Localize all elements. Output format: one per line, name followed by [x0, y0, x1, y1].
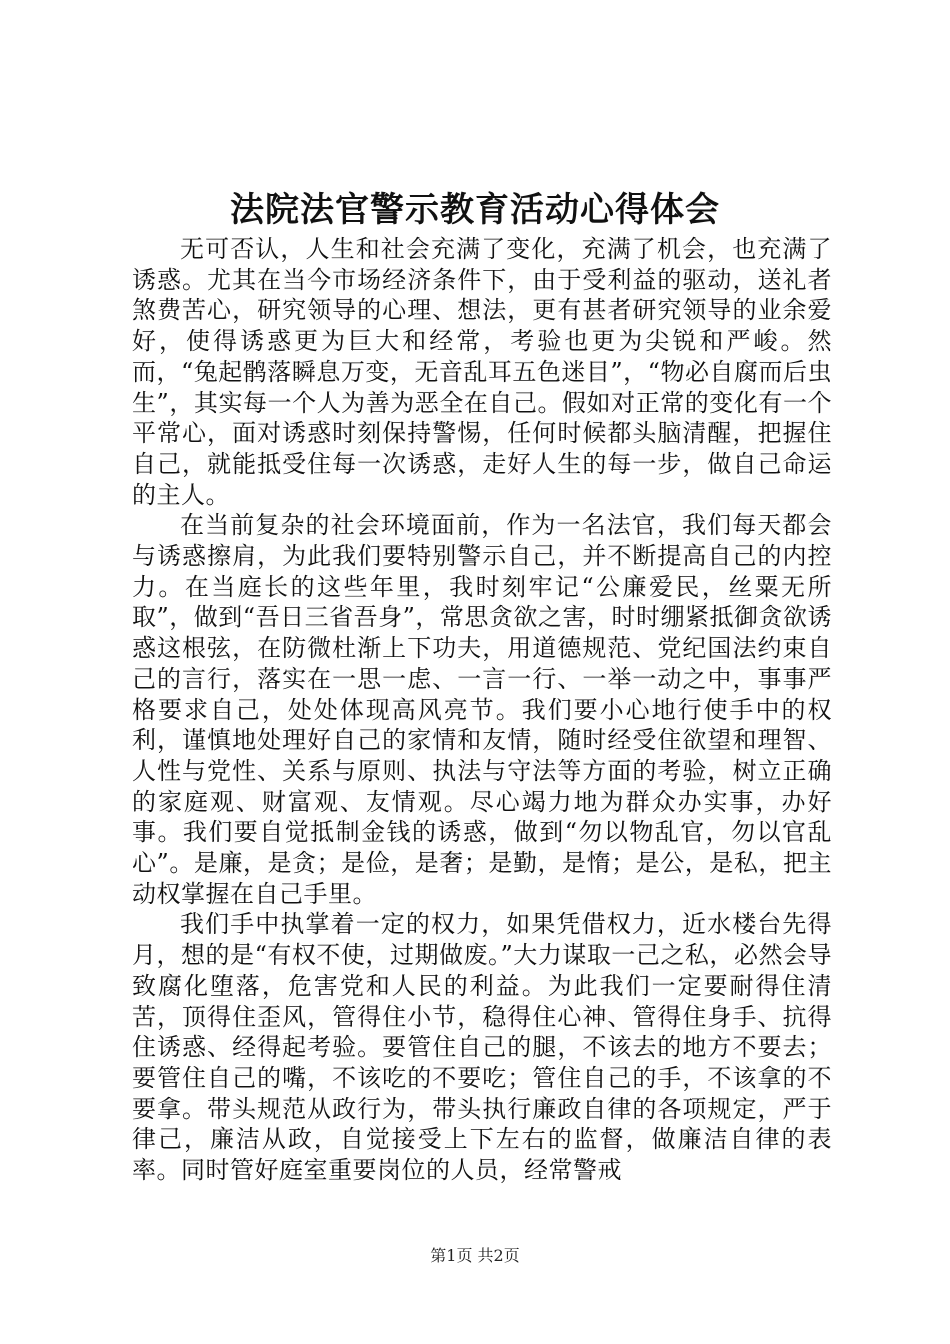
document-body	[132, 234, 832, 1186]
paragraph-2: 在当前复杂的社会环境面前，作为一名法官，我们每天都会与诱惑擦肩，为此我们要特别警示自己，并不断提高自己的内控力。在当庭长的这些年里，我时刻牢记“公廉爱民，丝粟无所取”，做到“吾日三省吾身”，常思贪欲之害，时时绷紧抵御贪欲诱惑这根弦，在防微杜渐上下功夫，用道德规范、党纪国法约束自己的言行，落实在一思一虑、一言一行、一举一动之中，事事严格要求自己，处处体现高风亮节。我们要小心地行使手中的权利，谨慎地处理好自己的家情和友情，随时经受住欲望和理智、人性与党性、关系与原则、执法与守法等方面的考验，树立正确的家庭观、财富观、友情观。尽心竭力地为群众办实事，办好事。我们要自觉抵制金钱的诱惑，做到“勿以物乱官，勿以官乱心”。是廉，是贪；是俭，是奢；是勤，是惰；是公，是私，把主动权掌握在自己手里。	[132, 511, 832, 908]
page-number-footer: 第1页 共2页	[430, 1246, 520, 1265]
document-title: 法院法官警示教育活动心得体会	[230, 190, 720, 230]
paragraph-1: 无可否认，人生和社会充满了变化，充满了机会，也充满了诱惑。尤其在当今市场经济条件下，由于受利益的驱动，送礼者煞费苦心，研究领导的心理、想法，更有甚者研究领导的业余爱好，使得诱惑更为巨大和经常，考验也更为尖锐和严峻。然而，“兔起鹘落瞬息万变，无音乱耳五色迷目”，“物必自腐而后虫生”，其实每一个人为善为恶全在自己。假如对正常的变化有一个平常心，面对诱惑时刻保持警惕，任何时候都头脑清醒，把握住自己，就能抵受住每一次诱惑，走好人生的每一步，做自己命运的主人。	[132, 235, 832, 509]
paragraph-3: 我们手中执掌着一定的权力，如果凭借权力，近水楼台先得月，想的是“有权不使，过期做废。”大力谋取一己之私，必然会导致腐化堕落，危害党和人民的利益。为此我们一定要耐得住清苦，顶得住歪风，管得住小节，稳得住心神、管得住身手、抗得住诱惑、经得起考验。要管住自己的腿，不该去的地方不要去；要管住自己的嘴，不该吃的不要吃；管住自己的手，不该拿的不要拿。带头规范从政行为，带头执行廉政自律的各项规定，严于律己，廉洁从政，自觉接受上下左右的监督，做廉洁自律的表率。同时管好庭室重要岗位的人员，经常警戒	[132, 910, 832, 1185]
